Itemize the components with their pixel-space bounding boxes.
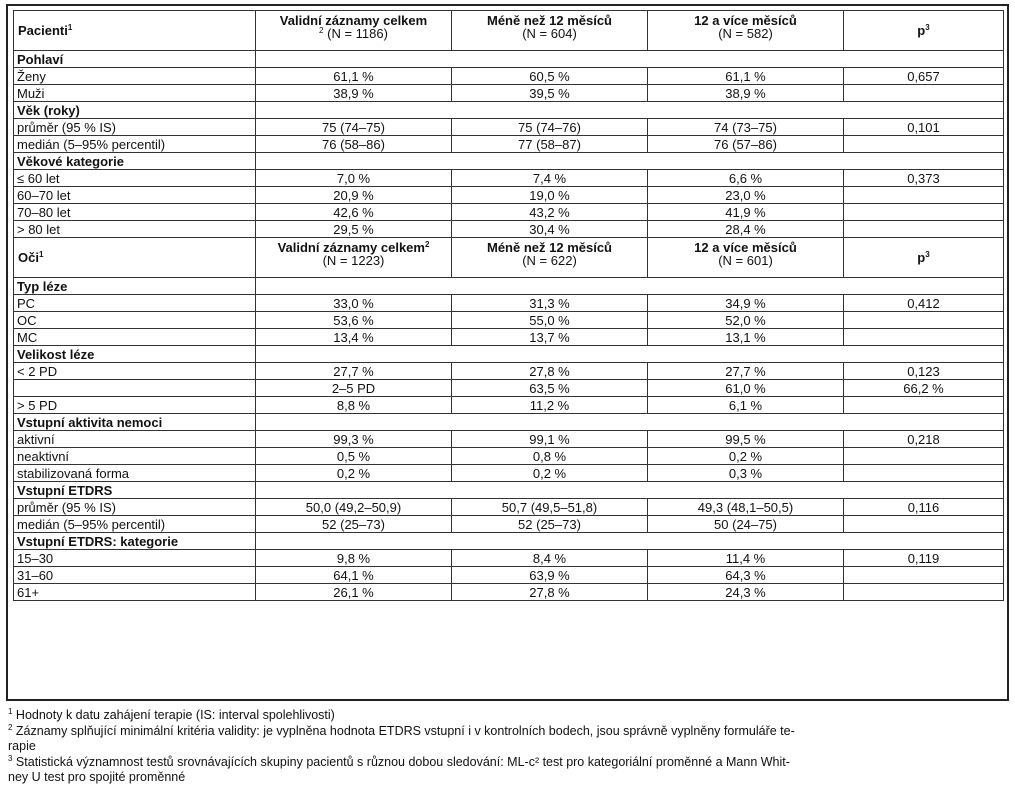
cell-12-plus: 61,0 % — [648, 380, 844, 397]
header-less-12-months: Méně než 12 měsíců (N = 604) — [452, 11, 648, 51]
footnote-text-continued: ney U test pro spojité proměnné — [8, 770, 186, 784]
table-frame — [6, 4, 1009, 701]
cell-less-12: 77 (58–87) — [452, 136, 648, 153]
header-valid-records: Validní záznamy celkem $^2$ (N = 1186) — [256, 11, 452, 51]
table-row — [14, 465, 1004, 482]
cell-less-12: 52 (25–73) — [452, 516, 648, 533]
row-label: 60–70 let — [14, 187, 256, 204]
cell-valid: 76 (58–86) — [256, 136, 452, 153]
section-empty-cell — [256, 482, 1004, 499]
cell-12-plus: 76 (57–86) — [648, 136, 844, 153]
table-row — [14, 329, 1004, 346]
section-row — [14, 51, 1004, 68]
cell-12-plus: 28,4 % — [648, 221, 844, 238]
cell-less-12: 11,2 % — [452, 397, 648, 414]
cell-less-12: 39,5 % — [452, 85, 648, 102]
section-empty-cell — [256, 346, 1004, 363]
cell-12-plus: 23,0 % — [648, 187, 844, 204]
row-label: průměr (95 % IS) — [14, 119, 256, 136]
table-row — [14, 550, 1004, 567]
row-label: Ženy — [14, 68, 256, 85]
cell-valid: 27,7 % — [256, 363, 452, 380]
cell-valid: 29,5 % — [256, 221, 452, 238]
cell-p: 0,412 — [844, 295, 1004, 312]
footnote — [8, 724, 1008, 754]
cell-p — [844, 204, 1004, 221]
footnote-text: Záznamy splňující minimální kritéria validity: je vyplněna hodnota ETDRS vstupní i v kontrolních bodech, jsou správně vyplněny formuláře te- — [12, 724, 795, 738]
cell-valid: 33,0 % — [256, 295, 452, 312]
cell-less-12: 0,2 % — [452, 465, 648, 482]
cell-less-12: 50,7 (49,5–51,8) — [452, 499, 648, 516]
cell-valid: 26,1 % — [256, 584, 452, 601]
cell-less-12: 63,5 % — [452, 380, 648, 397]
cell-12-plus: 6,1 % — [648, 397, 844, 414]
header-p: $p^3$ — [844, 238, 1004, 278]
cell-p — [844, 397, 1004, 414]
section-label: Vstupní ETDRS — [14, 482, 256, 499]
cell-p: 0,101 — [844, 119, 1004, 136]
cell-p: 0,373 — [844, 170, 1004, 187]
cell-less-12: 7,4 % — [452, 170, 648, 187]
cell-12-plus: 13,1 % — [648, 329, 844, 346]
cell-12-plus: 74 (73–75) — [648, 119, 844, 136]
cell-12-plus: 64,3 % — [648, 567, 844, 584]
table-row — [14, 312, 1004, 329]
cell-p — [844, 221, 1004, 238]
cell-less-12: 43,2 % — [452, 204, 648, 221]
cell-12-plus: 27,7 % — [648, 363, 844, 380]
section-label: Věkové kategorie — [14, 153, 256, 170]
cell-p — [844, 85, 1004, 102]
cell-p — [844, 516, 1004, 533]
cell-12-plus: 38,9 % — [648, 85, 844, 102]
row-label: stabilizovaná forma — [14, 465, 256, 482]
cell-valid: 50,0 (49,2–50,9) — [256, 499, 452, 516]
table-row — [14, 170, 1004, 187]
row-label: 15–30 — [14, 550, 256, 567]
footnotes — [8, 708, 1008, 786]
section-row — [14, 414, 1004, 431]
cell-p: 0,119 — [844, 550, 1004, 567]
row-label: medián (5–95% percentil) — [14, 516, 256, 533]
cell-p: 0,657 — [844, 68, 1004, 85]
header-valid-records: Validní záznamy celkem$^2$ (N = 1223) — [256, 238, 452, 278]
table-row — [14, 397, 1004, 414]
table-row — [14, 584, 1004, 601]
cell-less-12: 30,4 % — [452, 221, 648, 238]
section-empty-cell — [256, 533, 1004, 550]
cell-12-plus: 6,6 % — [648, 170, 844, 187]
cell-p — [844, 567, 1004, 584]
footnote-text: Hodnoty k datu zahájení terapie (IS: interval spolehlivosti) — [12, 708, 335, 722]
cell-valid: 7,0 % — [256, 170, 452, 187]
table-row — [14, 380, 1004, 397]
table-row — [14, 187, 1004, 204]
table-row — [14, 431, 1004, 448]
cell-valid: 52 (25–73) — [256, 516, 452, 533]
cell-p — [844, 584, 1004, 601]
cell-valid: 8,8 % — [256, 397, 452, 414]
section-row — [14, 278, 1004, 295]
footnote-marker: 3 — [8, 754, 13, 763]
table-row — [14, 448, 1004, 465]
header-row-patients — [14, 11, 1004, 51]
footnote-marker: 2 — [8, 723, 13, 732]
cell-less-12: 13,7 % — [452, 329, 648, 346]
cell-less-12: 99,1 % — [452, 431, 648, 448]
cell-less-12: 75 (74–76) — [452, 119, 648, 136]
footnote — [8, 708, 1008, 723]
cell-valid: 75 (74–75) — [256, 119, 452, 136]
row-label: medián (5–95% percentil) — [14, 136, 256, 153]
row-label: Muži — [14, 85, 256, 102]
cell-p — [844, 312, 1004, 329]
section-empty-cell — [256, 51, 1004, 68]
cell-less-12: 19,0 % — [452, 187, 648, 204]
section-label: Typ léze — [14, 278, 256, 295]
cell-12-plus: 52,0 % — [648, 312, 844, 329]
section-label: Vstupní aktivita nemoci — [14, 414, 256, 431]
table-row — [14, 295, 1004, 312]
cell-less-12: 55,0 % — [452, 312, 648, 329]
footnote — [8, 755, 1008, 785]
cell-12-plus: 34,9 % — [648, 295, 844, 312]
row-label: aktivní — [14, 431, 256, 448]
header-patients: Pacienti$^1$ — [14, 11, 256, 51]
table-row — [14, 221, 1004, 238]
cell-valid: 0,5 % — [256, 448, 452, 465]
cell-valid: 42,6 % — [256, 204, 452, 221]
table-row — [14, 136, 1004, 153]
section-label: Pohlaví — [14, 51, 256, 68]
section-row — [14, 102, 1004, 119]
row-label: < 2 PD — [14, 363, 256, 380]
cell-valid: 61,1 % — [256, 68, 452, 85]
cell-12-plus: 24,3 % — [648, 584, 844, 601]
section-label: Velikost léze — [14, 346, 256, 363]
row-label — [14, 380, 256, 397]
cell-p: 0,116 — [844, 499, 1004, 516]
table-row — [14, 68, 1004, 85]
header-less-12-months: Méně než 12 měsíců (N = 622) — [452, 238, 648, 278]
cell-less-12: 27,8 % — [452, 584, 648, 601]
cell-valid: 38,9 % — [256, 85, 452, 102]
row-label: 70–80 let — [14, 204, 256, 221]
table-row — [14, 363, 1004, 380]
cell-12-plus: 50 (24–75) — [648, 516, 844, 533]
footnote-text-continued: rapie — [8, 739, 36, 753]
row-label: průměr (95 % IS) — [14, 499, 256, 516]
table-row — [14, 85, 1004, 102]
section-label: Věk (roky) — [14, 102, 256, 119]
cell-12-plus: 11,4 % — [648, 550, 844, 567]
footnote-text: Statistická významnost testů srovnávajících skupiny pacientů s různou dobou sledování: ML-c² test pro kategoriální proměnné a Mann Whit- — [12, 755, 790, 769]
section-row — [14, 482, 1004, 499]
row-label: 61+ — [14, 584, 256, 601]
cell-valid: 53,6 % — [256, 312, 452, 329]
table-row — [14, 119, 1004, 136]
row-label: OC — [14, 312, 256, 329]
cell-valid: 9,8 % — [256, 550, 452, 567]
header-12-plus-months: 12 a více měsíců (N = 601) — [648, 238, 844, 278]
row-label: neaktivní — [14, 448, 256, 465]
cell-12-plus: 61,1 % — [648, 68, 844, 85]
cell-p: 0,218 — [844, 431, 1004, 448]
row-label: > 5 PD — [14, 397, 256, 414]
cell-12-plus: 41,9 % — [648, 204, 844, 221]
cell-p — [844, 465, 1004, 482]
row-label: > 80 let — [14, 221, 256, 238]
header-row-eyes — [14, 238, 1004, 278]
section-empty-cell — [256, 414, 1004, 431]
cell-valid: 99,3 % — [256, 431, 452, 448]
section-empty-cell — [256, 278, 1004, 295]
cell-12-plus: 49,3 (48,1–50,5) — [648, 499, 844, 516]
section-empty-cell — [256, 102, 1004, 119]
cell-p: 66,2 % — [844, 380, 1004, 397]
cell-less-12: 27,8 % — [452, 363, 648, 380]
row-label: ≤ 60 let — [14, 170, 256, 187]
cell-p — [844, 329, 1004, 346]
cell-p — [844, 187, 1004, 204]
table-row — [14, 516, 1004, 533]
cell-valid: 20,9 % — [256, 187, 452, 204]
row-label: MC — [14, 329, 256, 346]
header-eyes: Oči$^1$ — [14, 238, 256, 278]
cell-p — [844, 136, 1004, 153]
cell-valid: 64,1 % — [256, 567, 452, 584]
data-table — [13, 10, 1004, 601]
cell-p — [844, 448, 1004, 465]
cell-valid: 2–5 PD — [256, 380, 452, 397]
table-row — [14, 204, 1004, 221]
row-label: PC — [14, 295, 256, 312]
table-row — [14, 499, 1004, 516]
cell-less-12: 0,8 % — [452, 448, 648, 465]
footnote-marker: 1 — [8, 707, 13, 716]
section-row — [14, 533, 1004, 550]
cell-valid: 0,2 % — [256, 465, 452, 482]
cell-less-12: 31,3 % — [452, 295, 648, 312]
row-label: 31–60 — [14, 567, 256, 584]
section-row — [14, 346, 1004, 363]
cell-12-plus: 0,2 % — [648, 448, 844, 465]
cell-12-plus: 0,3 % — [648, 465, 844, 482]
header-12-plus-months: 12 a více měsíců (N = 582) — [648, 11, 844, 51]
cell-p: 0,123 — [844, 363, 1004, 380]
section-row — [14, 153, 1004, 170]
cell-valid: 13,4 % — [256, 329, 452, 346]
table-row — [14, 567, 1004, 584]
cell-12-plus: 99,5 % — [648, 431, 844, 448]
header-p: $p^3$ — [844, 11, 1004, 51]
cell-less-12: 63,9 % — [452, 567, 648, 584]
cell-less-12: 8,4 % — [452, 550, 648, 567]
cell-less-12: 60,5 % — [452, 68, 648, 85]
section-empty-cell — [256, 153, 1004, 170]
section-label: Vstupní ETDRS: kategorie — [14, 533, 256, 550]
